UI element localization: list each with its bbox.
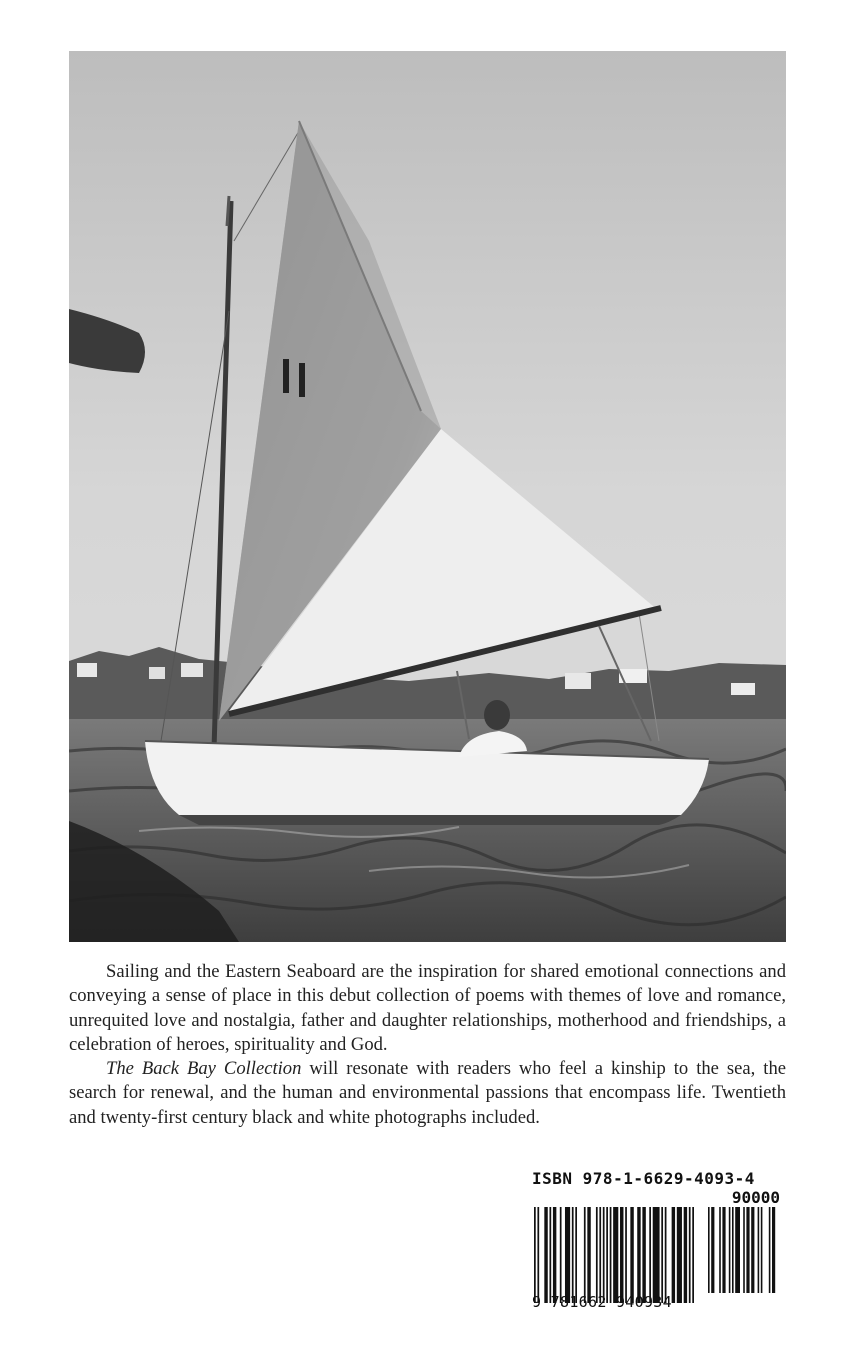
ean-barcode-bars — [534, 1207, 694, 1303]
barcode-bar — [735, 1207, 740, 1293]
barcode-bar — [692, 1207, 694, 1303]
barcode-bar — [743, 1207, 745, 1293]
barcode-bar — [584, 1207, 586, 1303]
barcode-bar — [534, 1207, 536, 1303]
price-code: 90000 — [731, 1188, 780, 1207]
barcode-bar — [587, 1207, 590, 1303]
barcode-bar — [689, 1207, 691, 1303]
barcode-bar — [642, 1207, 645, 1303]
barcode-bar — [708, 1207, 710, 1293]
blurb-paragraph-2-text: will resonate with readers who feel a kinship to the sea, the search for renewal, and the human and environmental passions that encompass life. Twentieth and twenty-first century black and white photographs included. — [69, 1058, 787, 1128]
barcode-bar — [677, 1207, 682, 1303]
barcode-bar — [599, 1207, 601, 1303]
barcode-bar — [672, 1207, 675, 1303]
barcode-bar — [751, 1207, 754, 1293]
barcode-bar — [649, 1207, 651, 1303]
barcode-bar — [565, 1207, 570, 1303]
barcode-bar — [732, 1207, 734, 1293]
barcode-bar — [596, 1207, 598, 1303]
cover-photo — [69, 51, 786, 942]
book-title: The Back Bay Collection — [106, 1058, 302, 1080]
barcode-bar — [653, 1207, 660, 1303]
barcode-bar — [661, 1207, 663, 1303]
barcode-bar — [769, 1207, 771, 1293]
barcode-bar — [575, 1207, 577, 1303]
back-cover-blurb — [69, 960, 786, 1130]
barcode-bar — [711, 1207, 714, 1293]
barcode-bar — [772, 1207, 775, 1293]
barcode-bar — [603, 1207, 605, 1303]
barcode-bar — [630, 1207, 633, 1303]
addon-barcode-bars — [708, 1207, 780, 1293]
ean-digits: 9 781662 940934 — [532, 1293, 672, 1311]
barcode-bar — [537, 1207, 539, 1303]
barcode-bar — [625, 1207, 627, 1303]
barcode-bar — [606, 1207, 608, 1303]
isbn-barcode — [532, 1169, 782, 1315]
barcode-bar — [746, 1207, 749, 1293]
barcode-bar — [719, 1207, 721, 1293]
barcode-bar — [613, 1207, 618, 1303]
isbn-number: ISBN 978-1-6629-4093-4 — [532, 1169, 755, 1188]
barcode-bar — [620, 1207, 623, 1303]
barcode-bar — [684, 1207, 687, 1303]
barcode-bar — [572, 1207, 574, 1303]
barcode-bar — [549, 1207, 551, 1303]
barcode-bar — [722, 1207, 725, 1293]
blurb-paragraph-2 — [69, 1057, 786, 1130]
barcode-bar — [758, 1207, 760, 1293]
barcode-bar — [553, 1207, 556, 1303]
barcode-bar — [560, 1207, 562, 1303]
barcode-bar — [761, 1207, 763, 1293]
barcode-bar — [665, 1207, 667, 1303]
barcode-bar — [637, 1207, 640, 1303]
barcode-bar — [610, 1207, 612, 1303]
barcode-bar — [729, 1207, 731, 1293]
blurb-paragraph-1: Sailing and the Eastern Seaboard are the inspiration for shared emotional connections and conveying a sense of place in this debut collection of poems with themes of love and romance, unrequited love and nostalgia, father and daughter relationships, motherhood and friendships, a celebration of heroes, spirituality and God. — [69, 961, 786, 1055]
barcode-bar — [544, 1207, 547, 1303]
